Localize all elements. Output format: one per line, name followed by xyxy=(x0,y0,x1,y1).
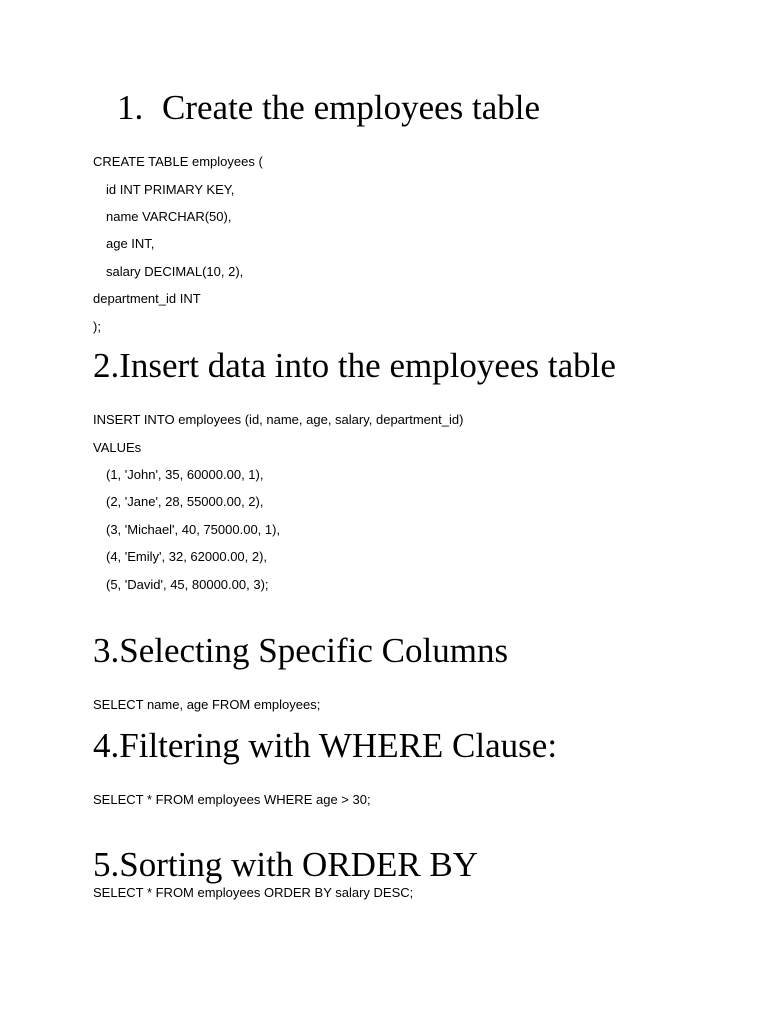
code-line: SELECT name, age FROM employees; xyxy=(93,697,321,712)
code-line: (5, 'David', 45, 80000.00, 3); xyxy=(106,577,269,592)
section-5-number: 5. xyxy=(93,845,120,884)
code-line: age INT, xyxy=(106,236,155,251)
section-1-title: Create the employees table xyxy=(162,88,541,127)
section-3-heading xyxy=(93,631,508,671)
code-line: (2, 'Jane', 28, 55000.00, 2), xyxy=(106,494,264,509)
code-line: department_id INT xyxy=(93,291,201,306)
code-line: VALUEs xyxy=(93,440,142,455)
code-line: SELECT * FROM employees WHERE age > 30; xyxy=(93,792,371,807)
code-line: INSERT INTO employees (id, name, age, salary, department_id) xyxy=(93,412,464,427)
code-line: SELECT * FROM employees ORDER BY salary DESC; xyxy=(93,885,414,900)
code-line: (1, 'John', 35, 60000.00, 1), xyxy=(106,467,264,482)
section-1-heading xyxy=(117,88,540,128)
code-line: (3, 'Michael', 40, 75000.00, 1), xyxy=(106,522,281,537)
section-2-number: 2. xyxy=(93,346,120,385)
code-line: ); xyxy=(93,319,101,334)
section-3-title: Selecting Specific Columns xyxy=(119,631,509,670)
code-line: salary DECIMAL(10, 2), xyxy=(106,264,244,279)
section-4-heading xyxy=(93,726,557,766)
section-5-title: Sorting with ORDER BY xyxy=(119,845,479,884)
section-1-number: 1. xyxy=(117,88,144,127)
code-line: name VARCHAR(50), xyxy=(106,209,232,224)
section-3-number: 3. xyxy=(93,631,120,670)
section-2-title: Insert data into the employees table xyxy=(119,346,616,385)
code-line: CREATE TABLE employees ( xyxy=(93,154,263,169)
section-4-title: Filtering with WHERE Clause: xyxy=(119,726,558,765)
section-2-heading xyxy=(93,346,616,386)
section-5-heading xyxy=(93,845,478,885)
code-line: (4, 'Emily', 32, 62000.00, 2), xyxy=(106,549,268,564)
code-line: id INT PRIMARY KEY, xyxy=(106,182,235,197)
section-4-number: 4. xyxy=(93,726,120,765)
